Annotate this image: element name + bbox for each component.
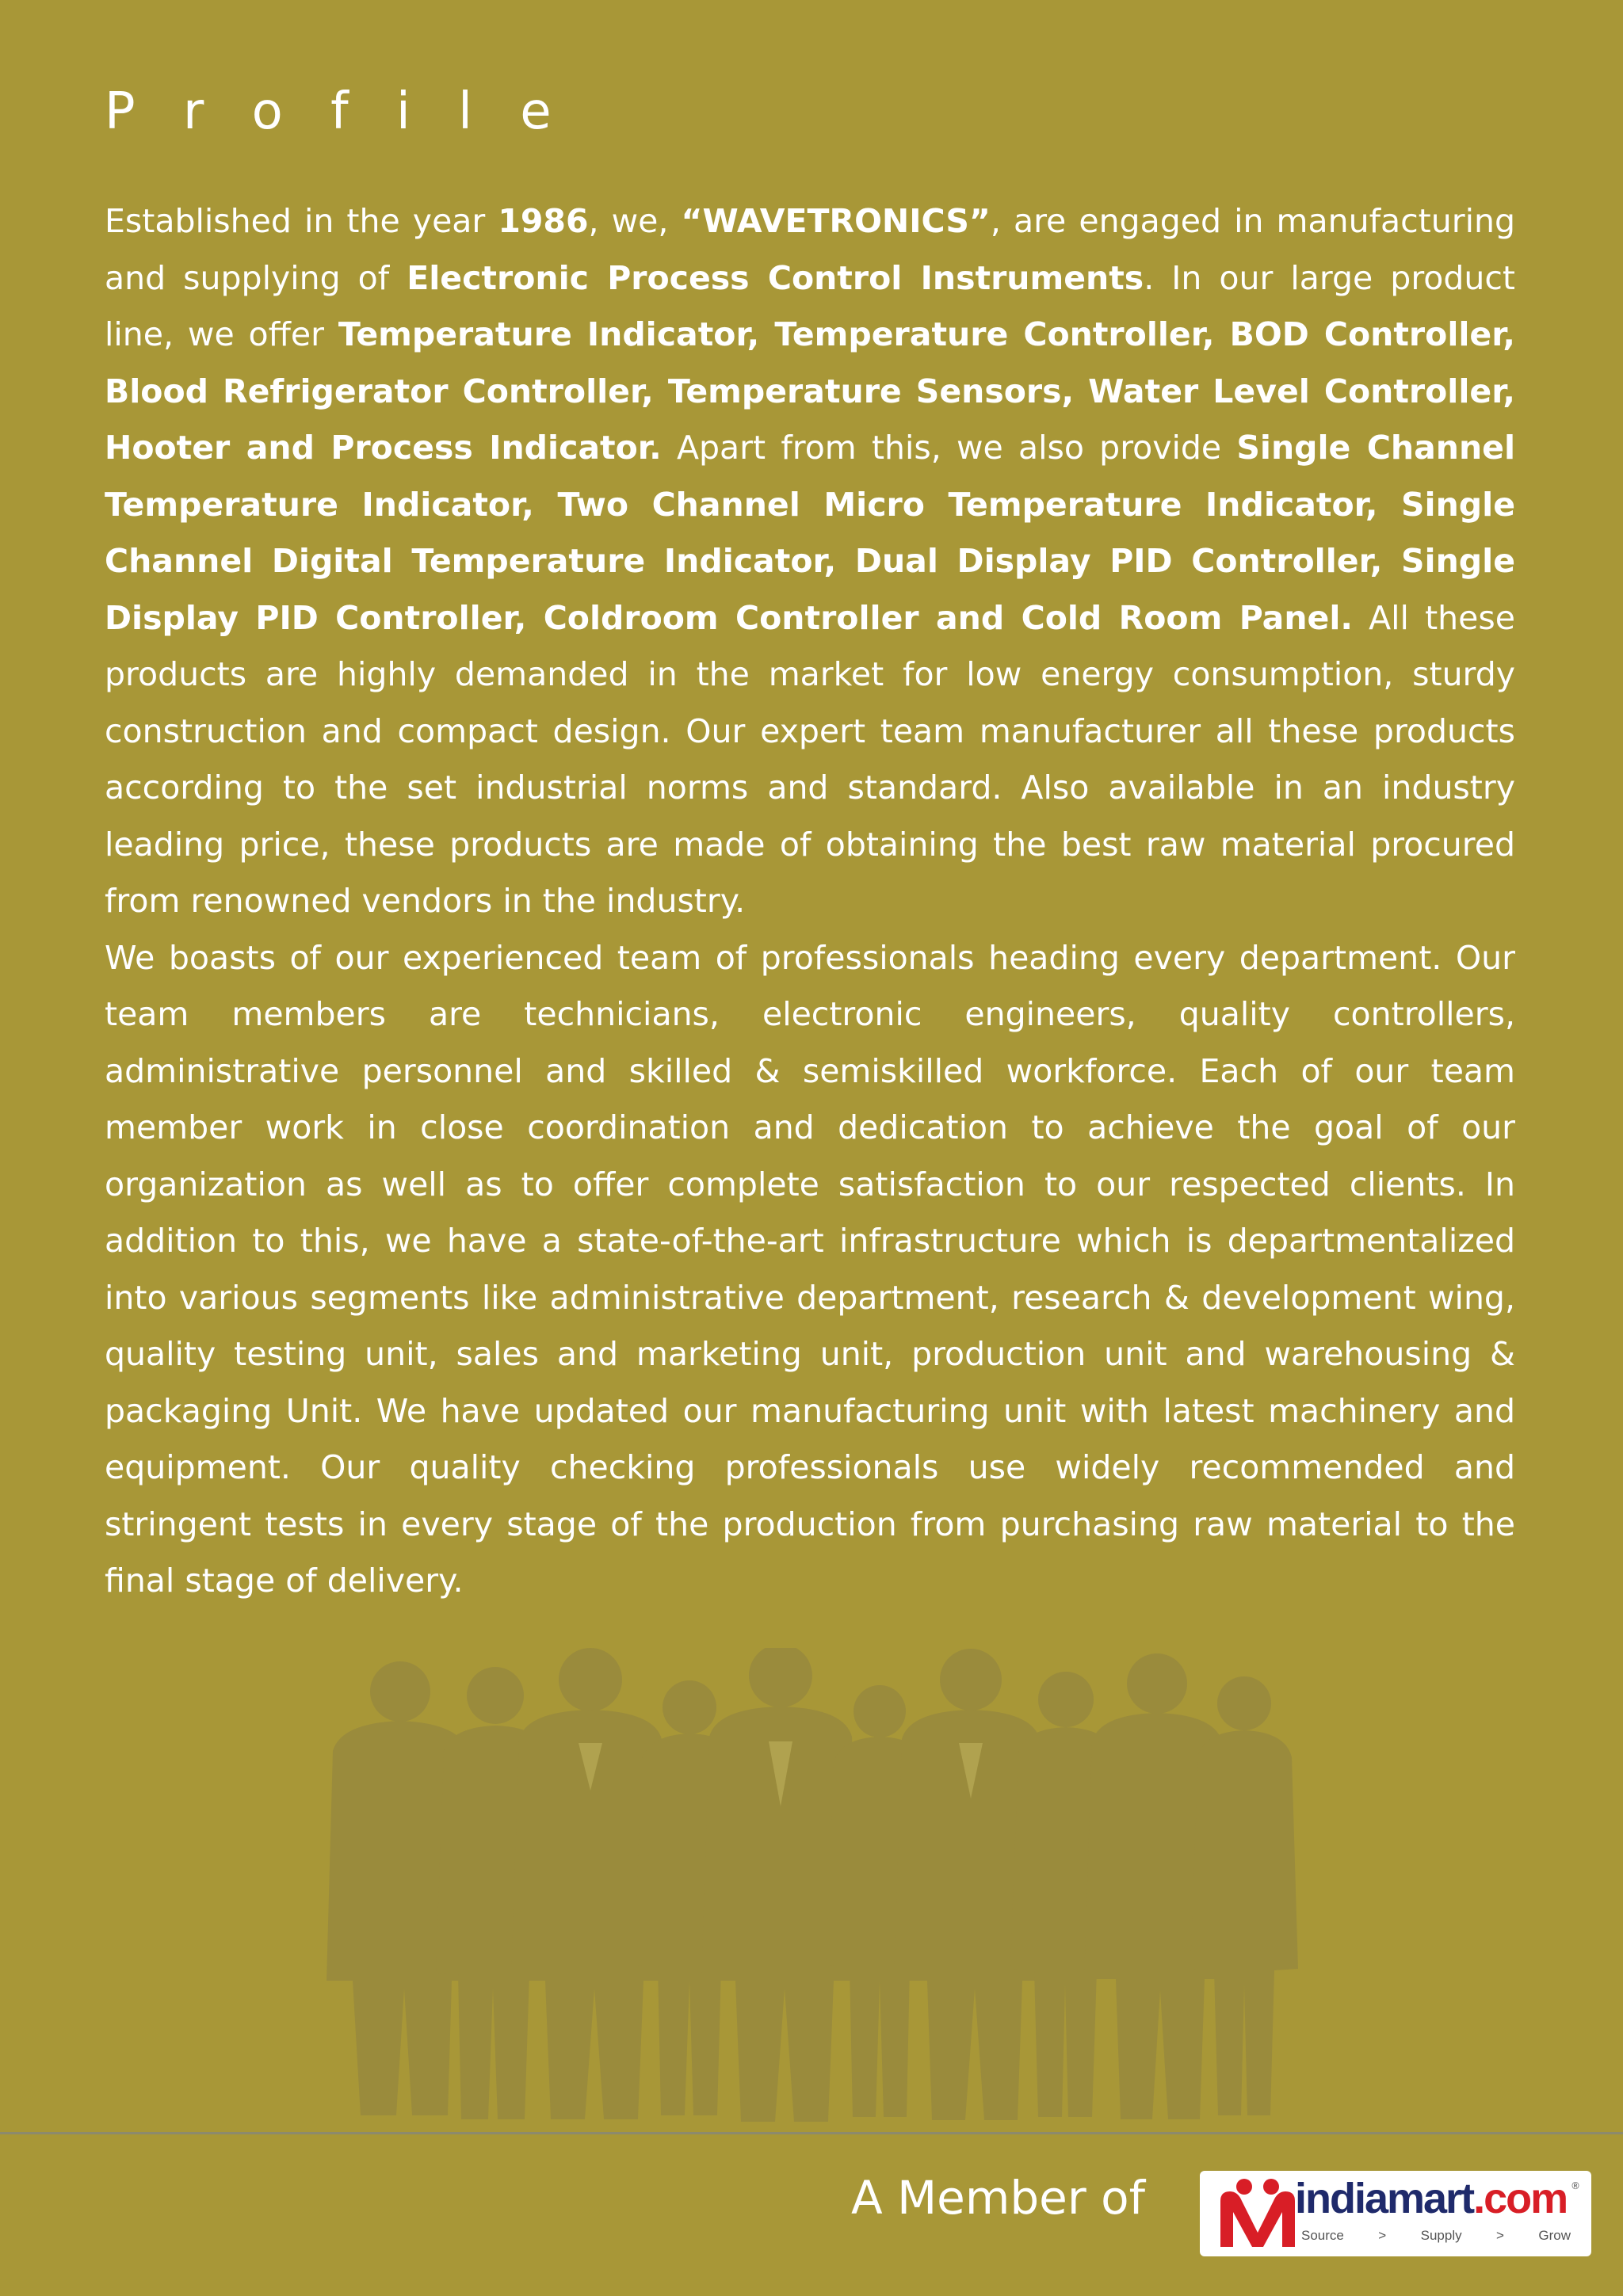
member-of-label: A Member of	[851, 2171, 1146, 2225]
page-title: P r o f i l e	[105, 82, 567, 141]
text-segment: Apart from this, we also provide	[661, 429, 1237, 467]
registered-mark: ®	[1571, 2180, 1580, 2191]
bold-text-segment: Temperature Indicator, Temperature Controller, BOD Controller, Blood Refrigerator Controller, Temperature Sensors, Water Level Controller, Hooter and Process Indicator.	[105, 315, 1515, 467]
business-team-silhouette-icon	[317, 1648, 1331, 2123]
bold-text-segment: Single Channel Temperature Indicator, Two Channel Micro Temperature Indicator, Single Channel Digital Temperature Indicator, Dual Display PID Controller, Single Display PID Controller, Coldroom Controller and Cold Room Panel.	[105, 429, 1515, 637]
tagline-sep-1: >	[1378, 2228, 1387, 2243]
text-segment: , we,	[588, 202, 682, 240]
bold-text-segment: “WAVETRONICS”	[681, 202, 991, 240]
intro-paragraph	[105, 193, 1515, 930]
tagline-source: Source	[1301, 2228, 1344, 2243]
profile-body	[105, 193, 1515, 1610]
tagline-grow: Grow	[1538, 2228, 1571, 2243]
bold-text-segment: Electronic Process Control Instruments	[407, 258, 1144, 297]
indiamart-tagline	[1301, 2228, 1571, 2244]
indiamart-logo	[1200, 2171, 1591, 2256]
footer-divider	[0, 2132, 1623, 2134]
indiamart-m-logo-icon	[1216, 2177, 1300, 2250]
tagline-sep-2: >	[1496, 2228, 1504, 2243]
team-paragraph: We boasts of our experienced team of professionals heading every department. Our team members are technicians, electronic engineers, quality controllers, administrative personnel and skilled & semiskilled workforce. Each of our team member work in close coordination and dedication to achieve the goal of our organization as well as to offer complete satisfaction to our respected clients. In addition to this, we have a state-of-the-art infrastructure which is departmentalized into various segments like administrative department, research & development wing, quality testing unit, sales and marketing unit, production unit and warehousing & packaging Unit. We have updated our manufacturing unit with latest machinery and equipment. Our quality checking professionals use widely recommended and stringent tests in every stage of the production from purchasing raw material to the final stage of delivery.	[105, 938, 1515, 1600]
indiamart-wordmark: indiamart.com	[1295, 2175, 1568, 2222]
tagline-supply: Supply	[1420, 2228, 1462, 2243]
text-segment: . In our large product line, we offer	[105, 258, 1515, 353]
text-segment: All these products are highly demanded in the market for low energy consumption, sturdy construction and compact design. Our expert team manufacturer all these products according to the set industrial norms and standard. Also available in an industry leading price, these products are made of obtaining the best raw material procured from renowned vendors in the industry.	[105, 598, 1515, 920]
text-segment: Established in the year	[105, 202, 498, 240]
text-segment: , are engaged in manufacturing and supplying of	[105, 202, 1515, 297]
bold-text-segment: 1986	[498, 202, 589, 240]
